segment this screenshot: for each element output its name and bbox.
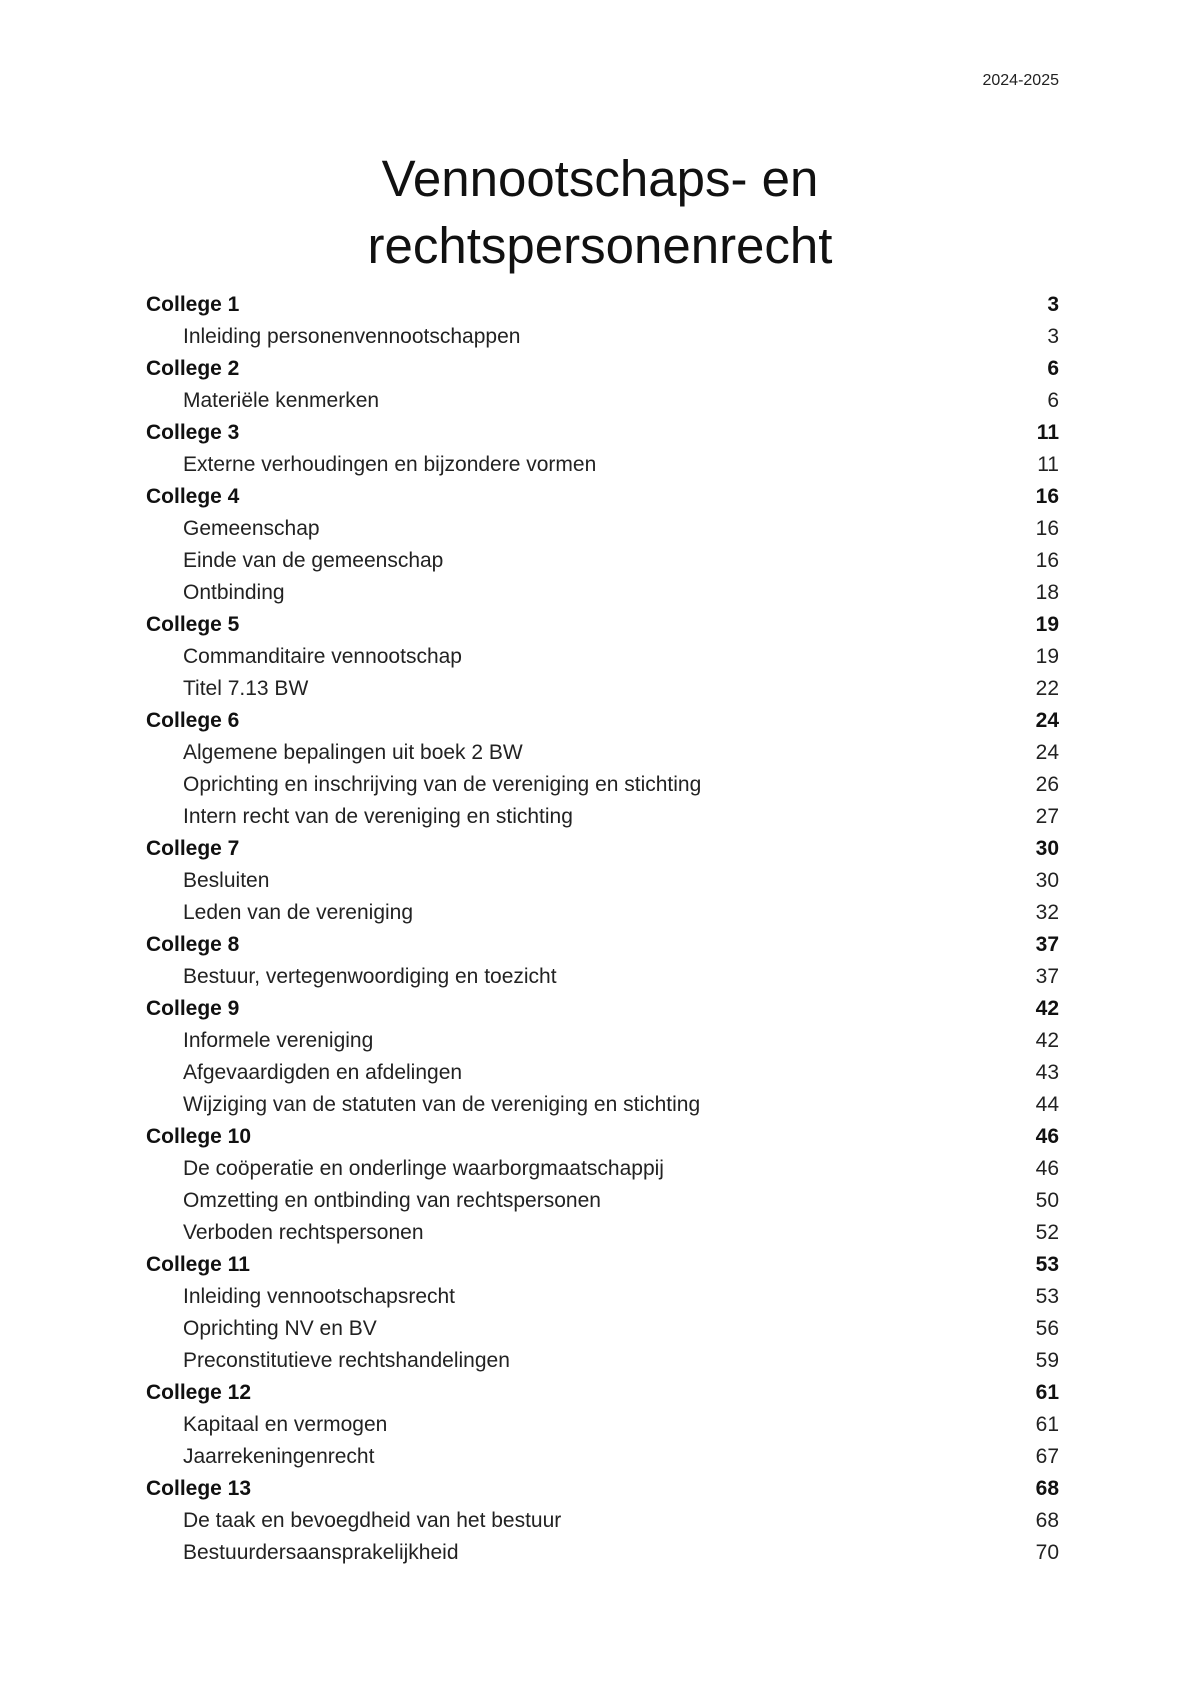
toc-topic-entry[interactable] [146, 1313, 1059, 1345]
toc-topic-entry[interactable] [146, 737, 1059, 769]
toc-section [146, 481, 1059, 609]
toc-topic-label: Bestuurdersaansprakelijkheid [183, 1541, 459, 1564]
toc-topic-label: De coöperatie en onderlinge waarborgmaatschappij [183, 1157, 664, 1180]
toc-topic-entry[interactable] [146, 449, 1059, 481]
toc-topic-entry[interactable] [146, 1089, 1059, 1121]
toc-college-label: College 11 [146, 1253, 250, 1276]
toc-topic-page-number: 67 [1035, 1445, 1059, 1468]
toc-topic-page-number: 27 [1035, 805, 1059, 828]
toc-section [146, 417, 1059, 481]
toc-college-label: College 9 [146, 997, 240, 1020]
toc-college-label: College 3 [146, 421, 240, 444]
toc-topic-label: Gemeenschap [183, 517, 320, 540]
toc-college-entry[interactable] [146, 609, 1059, 641]
toc-topic-label: Informele vereniging [183, 1029, 374, 1052]
toc-topic-label: Jaarrekeningenrecht [183, 1445, 375, 1468]
toc-topic-page-number: 53 [1035, 1285, 1059, 1308]
toc-topic-entry[interactable] [146, 1345, 1059, 1377]
toc-topic-entry[interactable] [146, 1505, 1059, 1537]
toc-section [146, 1121, 1059, 1249]
toc-topic-label: Omzetting en ontbinding van rechtspersonen [183, 1189, 601, 1212]
document-title-line-1: Vennootschaps- en [381, 150, 819, 207]
toc-college-entry[interactable] [146, 1121, 1059, 1153]
toc-college-entry[interactable] [146, 705, 1059, 737]
toc-college-page-number: 16 [1035, 485, 1059, 508]
toc-topic-label: Kapitaal en vermogen [183, 1413, 388, 1436]
toc-college-entry[interactable] [146, 833, 1059, 865]
toc-college-label: College 10 [146, 1125, 252, 1148]
toc-topic-label: Preconstitutieve rechtshandelingen [183, 1349, 510, 1372]
header-year: 2024-2025 [982, 72, 1059, 89]
toc-topic-page-number: 11 [1037, 453, 1059, 476]
toc-college-page-number: 30 [1035, 837, 1059, 860]
toc-topic-page-number: 16 [1035, 549, 1059, 572]
toc-topic-label: Algemene bepalingen uit boek 2 BW [183, 741, 523, 764]
toc-college-entry[interactable] [146, 1473, 1059, 1505]
toc-college-page-number: 19 [1035, 613, 1059, 636]
toc-section [146, 609, 1059, 705]
toc-topic-label: Oprichting en inschrijving van de vereniging en stichting [183, 773, 702, 796]
toc-topic-entry[interactable] [146, 1025, 1059, 1057]
toc-section [146, 993, 1059, 1121]
toc-topic-entry[interactable] [146, 1057, 1059, 1089]
toc-section [146, 929, 1059, 993]
toc-college-label: College 5 [146, 613, 240, 636]
toc-college-entry[interactable] [146, 481, 1059, 513]
toc-topic-entry[interactable] [146, 385, 1059, 417]
toc-topic-label: Verboden rechtspersonen [183, 1221, 424, 1244]
toc-topic-entry[interactable] [146, 577, 1059, 609]
toc-topic-label: Wijziging van de statuten van de vereniging en stichting [183, 1093, 701, 1116]
toc-college-entry[interactable] [146, 289, 1059, 321]
toc-topic-page-number: 56 [1035, 1317, 1059, 1340]
toc-topic-page-number: 6 [1047, 389, 1059, 412]
toc-section [146, 1249, 1059, 1377]
toc-topic-label: Bestuur, vertegenwoordiging en toezicht [183, 965, 557, 988]
toc-topic-entry[interactable] [146, 1217, 1059, 1249]
toc-topic-entry[interactable] [146, 801, 1059, 833]
toc-college-page-number: 3 [1047, 293, 1059, 316]
toc-college-entry[interactable] [146, 993, 1059, 1025]
toc-topic-label: Afgevaardigden en afdelingen [183, 1061, 463, 1084]
toc-topic-page-number: 37 [1035, 965, 1059, 988]
toc-topic-page-number: 19 [1035, 645, 1059, 668]
document-title-line-2: rechtspersonenrecht [367, 217, 833, 274]
toc-topic-page-number: 16 [1035, 517, 1059, 540]
toc-section [146, 1473, 1059, 1569]
toc-college-label: College 6 [146, 709, 240, 732]
toc-topic-page-number: 18 [1035, 581, 1059, 604]
toc-college-page-number: 61 [1035, 1381, 1059, 1404]
toc-topic-page-number: 50 [1035, 1189, 1059, 1212]
toc-topic-page-number: 24 [1035, 741, 1059, 764]
toc-topic-entry[interactable] [146, 545, 1059, 577]
toc-college-page-number: 46 [1035, 1125, 1059, 1148]
toc-college-page-number: 24 [1035, 709, 1059, 732]
toc-topic-entry[interactable] [146, 897, 1059, 929]
toc-section [146, 833, 1059, 929]
toc-topic-page-number: 61 [1035, 1413, 1059, 1436]
toc-topic-entry[interactable] [146, 513, 1059, 545]
toc-topic-label: Inleiding personenvennootschappen [183, 325, 521, 348]
toc-topic-entry[interactable] [146, 321, 1059, 353]
toc-section [146, 1377, 1059, 1473]
toc-section [146, 289, 1059, 353]
toc-topic-page-number: 46 [1035, 1157, 1059, 1180]
toc-topic-entry[interactable] [146, 641, 1059, 673]
toc-topic-entry[interactable] [146, 1153, 1059, 1185]
toc-topic-entry[interactable] [146, 1281, 1059, 1313]
toc-topic-page-number: 3 [1047, 325, 1059, 348]
toc-topic-label: Ontbinding [183, 581, 285, 604]
document-title [0, 145, 1200, 279]
toc-topic-label: Besluiten [183, 869, 270, 892]
toc-topic-page-number: 43 [1035, 1061, 1059, 1084]
toc-topic-entry[interactable] [146, 1441, 1059, 1473]
toc-topic-entry[interactable] [146, 1409, 1059, 1441]
toc-topic-entry[interactable] [146, 769, 1059, 801]
toc-college-label: College 2 [146, 357, 240, 380]
toc-college-page-number: 11 [1036, 421, 1059, 444]
toc-college-entry[interactable] [146, 353, 1059, 385]
toc-college-label: College 4 [146, 485, 240, 508]
toc-college-page-number: 42 [1035, 997, 1059, 1020]
toc-topic-label: Commanditaire vennootschap [183, 645, 462, 668]
toc-college-page-number: 53 [1035, 1253, 1059, 1276]
toc-college-page-number: 6 [1047, 357, 1059, 380]
table-of-contents [146, 289, 1059, 1569]
toc-topic-label: Materiële kenmerken [183, 389, 380, 412]
toc-college-page-number: 37 [1035, 933, 1059, 956]
toc-topic-page-number: 42 [1035, 1029, 1059, 1052]
toc-college-entry[interactable] [146, 1249, 1059, 1281]
toc-college-entry[interactable] [146, 929, 1059, 961]
toc-college-page-number: 68 [1035, 1477, 1059, 1500]
toc-topic-label: Inleiding vennootschapsrecht [183, 1285, 456, 1308]
toc-topic-entry[interactable] [146, 1185, 1059, 1217]
toc-topic-label: Externe verhoudingen en bijzondere vormen [183, 453, 597, 476]
toc-college-entry[interactable] [146, 417, 1059, 449]
toc-topic-entry[interactable] [146, 1537, 1059, 1569]
toc-topic-label: Oprichting NV en BV [183, 1317, 377, 1340]
toc-topic-page-number: 26 [1035, 773, 1059, 796]
toc-topic-label: Intern recht van de vereniging en stichting [183, 805, 573, 828]
toc-topic-page-number: 68 [1035, 1509, 1059, 1532]
toc-topic-page-number: 22 [1035, 677, 1059, 700]
toc-topic-page-number: 59 [1035, 1349, 1059, 1372]
toc-topic-page-number: 70 [1035, 1541, 1059, 1564]
toc-topic-page-number: 44 [1035, 1093, 1059, 1116]
toc-topic-page-number: 52 [1035, 1221, 1059, 1244]
toc-college-label: College 13 [146, 1477, 252, 1500]
toc-topic-entry[interactable] [146, 865, 1059, 897]
toc-topic-label: Einde van de gemeenschap [183, 549, 444, 572]
toc-topic-label: De taak en bevoegdheid van het bestuur [183, 1509, 562, 1532]
toc-college-label: College 12 [146, 1381, 252, 1404]
toc-college-label: College 7 [146, 837, 240, 860]
toc-topic-entry[interactable] [146, 673, 1059, 705]
toc-college-label: College 8 [146, 933, 240, 956]
toc-topic-label: Leden van de vereniging [183, 901, 414, 924]
toc-topic-page-number: 30 [1035, 869, 1059, 892]
toc-topic-page-number: 32 [1035, 901, 1059, 924]
toc-college-label: College 1 [146, 293, 240, 316]
toc-topic-label: Titel 7.13 BW [183, 677, 309, 700]
toc-college-entry[interactable] [146, 1377, 1059, 1409]
toc-topic-entry[interactable] [146, 961, 1059, 993]
toc-section [146, 353, 1059, 417]
toc-section [146, 705, 1059, 833]
